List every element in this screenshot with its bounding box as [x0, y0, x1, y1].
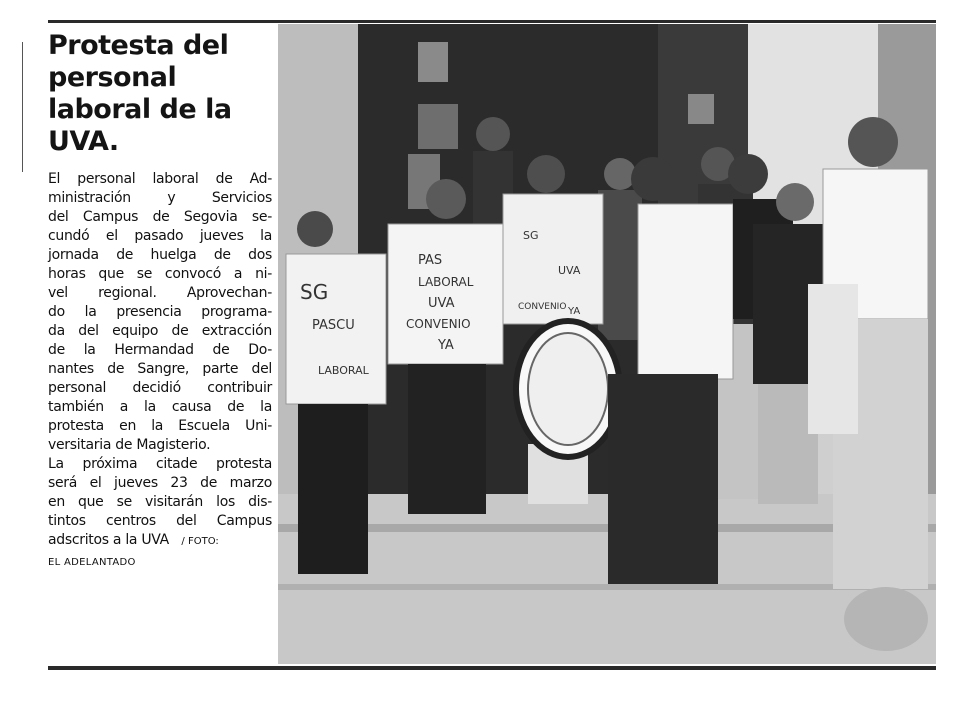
bottom-rule	[48, 666, 936, 670]
body-line: La próxima citade protesta	[48, 456, 272, 472]
shirt-text: PAS	[418, 253, 443, 268]
shirt-text: PASCU	[312, 318, 355, 333]
body-line: será el jueves 23 de marzo	[48, 475, 272, 491]
body-line: tintos centros del Campus	[48, 513, 272, 529]
shirt-text: LABORAL	[318, 364, 369, 377]
body-line: de la Hermandad de Do-	[48, 342, 272, 358]
body-line: también a la causa de la	[48, 399, 272, 415]
photo-credit-source: EL ADELANTADO	[48, 557, 136, 568]
headline-line: personal	[48, 62, 177, 93]
body-line: personal decidió contribuir	[48, 380, 272, 396]
shirt-text: YA	[568, 306, 581, 317]
body-line: nantes de Sangre, parte del	[48, 361, 272, 377]
shirt-text: UVA	[428, 296, 455, 311]
headline-line: UVA.	[48, 126, 119, 157]
headline	[48, 30, 272, 158]
shirt-text: YA	[438, 338, 454, 353]
body-line: protesta en la Escuela Uni-	[48, 418, 272, 434]
shirt-text: UVA	[558, 264, 581, 277]
article-column	[48, 30, 272, 572]
photo-credit-prefix: / FOTO:	[181, 536, 219, 547]
shirt-text: CONVENIO	[518, 302, 567, 312]
body-line: horas que se convocó a ni-	[48, 266, 272, 282]
body-line-last	[48, 531, 272, 551]
body-line: del Campus de Segovia se-	[48, 209, 272, 225]
article-body	[48, 170, 272, 572]
photo-illustration	[278, 24, 936, 664]
body-line: ministración y Servicios	[48, 190, 272, 206]
body-line-text: adscritos a la UVA	[48, 532, 169, 548]
shirt-text: CONVENIO	[406, 317, 471, 331]
shirt-text: LABORAL	[418, 275, 474, 289]
margin-mark	[22, 42, 23, 172]
body-line: do la presencia programa-	[48, 304, 272, 320]
news-photo	[278, 24, 936, 664]
body-line: vel regional. Aprovechan-	[48, 285, 272, 301]
body-line: jornada de huelga de dos	[48, 247, 272, 263]
headline-line: Protesta del	[48, 30, 229, 61]
body-line: cundó el pasado jueves la	[48, 228, 272, 244]
headline-line: laboral de la	[48, 94, 232, 125]
body-line: da del equipo de extracción	[48, 323, 272, 339]
shirt-text: SG	[523, 229, 539, 242]
news-clipping	[48, 20, 936, 672]
body-line: El personal laboral de Ad-	[48, 171, 272, 187]
shirt-text: SG	[300, 280, 329, 304]
top-rule	[48, 20, 936, 23]
body-line: en que se visitarán los dis-	[48, 494, 272, 510]
body-line: versitaria de Magisterio.	[48, 437, 211, 453]
